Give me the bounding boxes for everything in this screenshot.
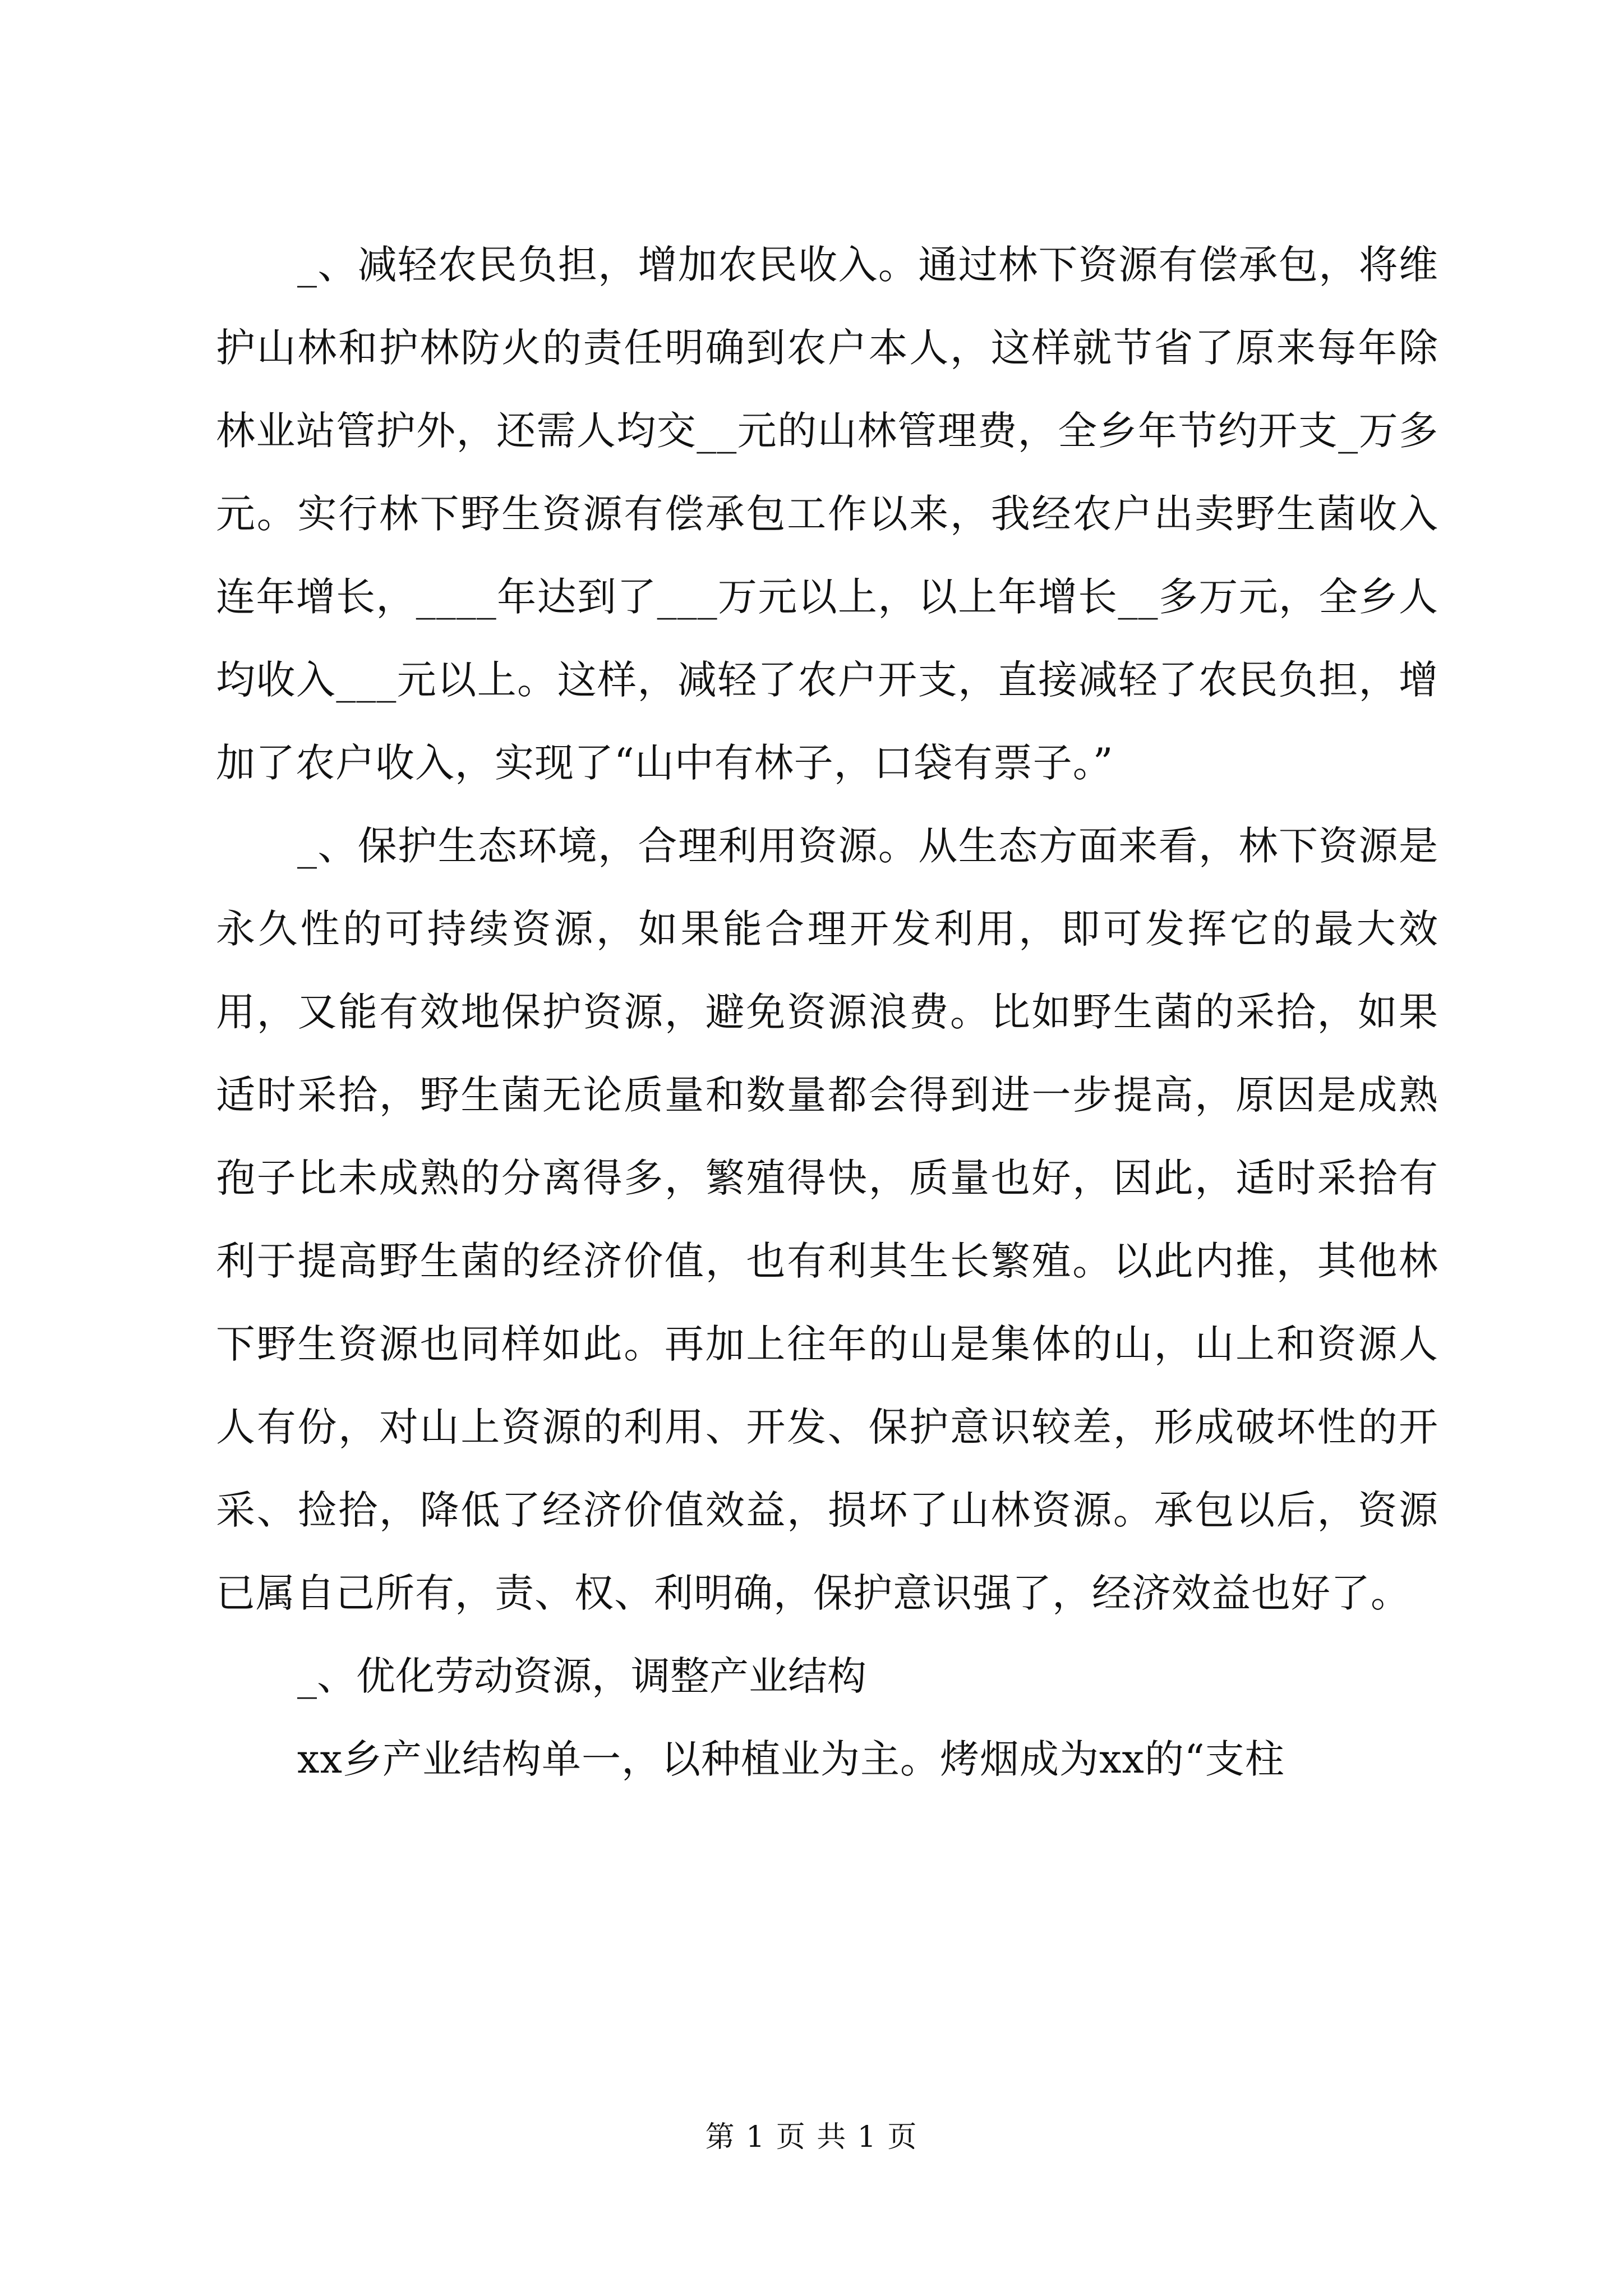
paragraph-protect-ecology: _、保护生态环境，合理利用资源。从生态方面来看，林下资源是永久性的可持续资源，如果能合理开发利用，即可发挥它的最大效用，又能有效地保护资源，避免资源浪费。比如野生菌的采拾，如果适时采拾，野生菌无论质量和数量都会得到进一步提高，原因是成熟孢子比未成熟的分离得多，繁殖得快，质量也好，因此，适时采拾有利于提高野生菌的经济价值，也有利其生长繁殖。以此内推，其他林下野生资源也同样如此。再加上往年的山是集体的山，山上和资源人人有份，对山上资源的利用、开发、保护意识较差，形成破坏性的开采、捡拾，降低了经济价值效益，损坏了山林资源。承包以后，资源已属自己所有，责、权、利明确，保护意识强了，经济效益也好了。 — [216, 823, 1438, 1616]
page-footer: 第 1 页 共 1 页 — [705, 2120, 918, 2154]
paragraph-reduce-burden: _、减轻农民负担，增加农民收入。通过林下资源有偿承包，将维护山林和护林防火的责任明确到农户本人，这样就节省了原来每年除林业站管护外，还需人均交__元的山林管理费，全乡年节约开支_万多元。实行林下野生资源有偿承包工作以来，我经农户出卖野生菌收入连年增长，____年达到了___万元以上，以上年增长__多万元，全乡人均收入___元以上。这样，减轻了农户开支，直接减轻了农民负担，增加了农户收入，实现了“山中有林子，口袋有票子。” — [216, 242, 1438, 786]
document-body — [216, 223, 1438, 1801]
paragraph-industry-structure: xx乡产业结构单一，以种植业为主。烤烟成为xx的“支柱 — [297, 1736, 1285, 1782]
section-heading-labor-resources: _、优化劳动资源，调整产业结构 — [297, 1653, 866, 1699]
